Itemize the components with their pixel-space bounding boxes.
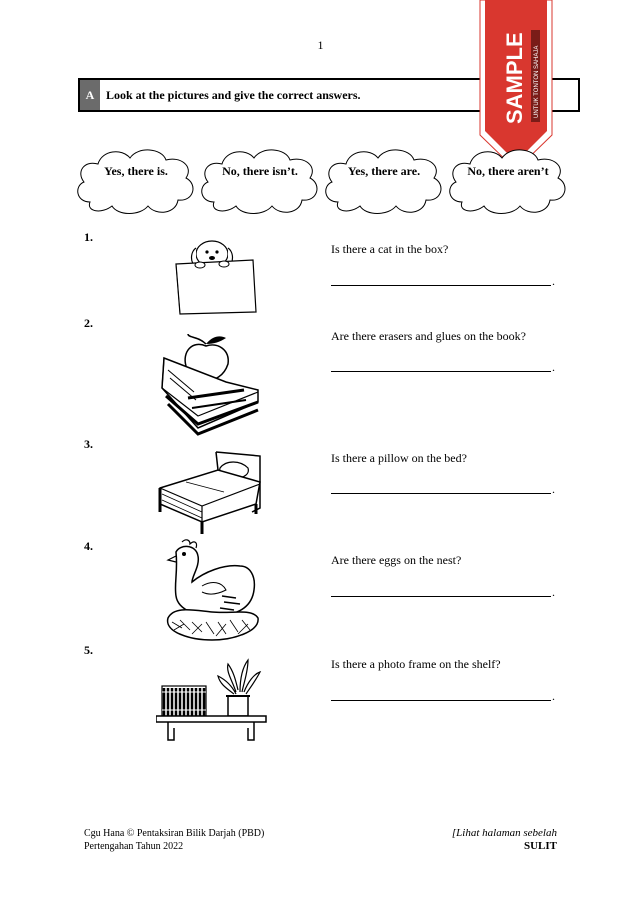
hen-on-nest-icon [162,536,262,647]
answer-line[interactable] [331,700,551,701]
question-number: 4. [84,539,93,553]
question-text: Is there a pillow on the bed? [331,451,467,465]
answer-period: . [552,482,555,496]
footer-classification: SULIT [523,840,557,852]
answer-line[interactable] [331,371,551,372]
question-text: Are there eggs on the nest? [331,553,462,567]
question-number: 1. [84,230,93,244]
footer-term: Pertengahan Tahun 2022 [84,841,184,852]
question-number: 5. [84,643,93,657]
answer-choice [196,142,324,220]
sample-label: SAMPLE [502,32,527,124]
answer-choice [444,142,572,220]
answer-line[interactable] [331,285,551,286]
answer-line[interactable] [331,596,551,597]
footer-right [452,827,557,853]
answer-choice-label: Yes, there is. [104,164,168,178]
answer-choice-label: No, there isn’t. [222,164,298,178]
footer-credit: Cgu Hana © Pentaksiran Bilik Darjah (PBD) [84,828,265,839]
answer-period: . [552,274,555,288]
answer-period: . [552,585,555,599]
footer-left [84,827,264,853]
dog-in-box-icon [168,236,263,321]
question-text: Are there erasers and glues on the book? [331,329,526,343]
answer-line[interactable] [331,493,551,494]
answer-period: . [552,689,555,703]
bed-icon [156,448,266,543]
answer-choices [72,142,572,220]
sample-sublabel: UNTUK TONTON SAHAJA [534,45,540,118]
question-number: 2. [84,316,93,330]
shelf-books-plant-icon [156,658,268,747]
answer-choice [72,142,200,220]
section-instruction: Look at the pictures and give the correct answers. [106,87,361,102]
answer-choice-label: No, there aren’t [467,164,549,178]
answer-choice-label: Yes, there are. [347,164,421,178]
page-number: 1 [317,38,324,52]
answer-choice [320,142,448,220]
apple-on-books-icon [158,330,263,443]
question-text: Is there a cat in the box? [331,242,449,256]
answer-period: . [552,360,555,374]
question-number: 3. [84,437,93,451]
question-text: Is there a photo frame on the shelf? [331,657,501,671]
footer-next-page: [Lihat halaman sebelah [451,827,557,839]
section-letter: A [80,80,100,110]
